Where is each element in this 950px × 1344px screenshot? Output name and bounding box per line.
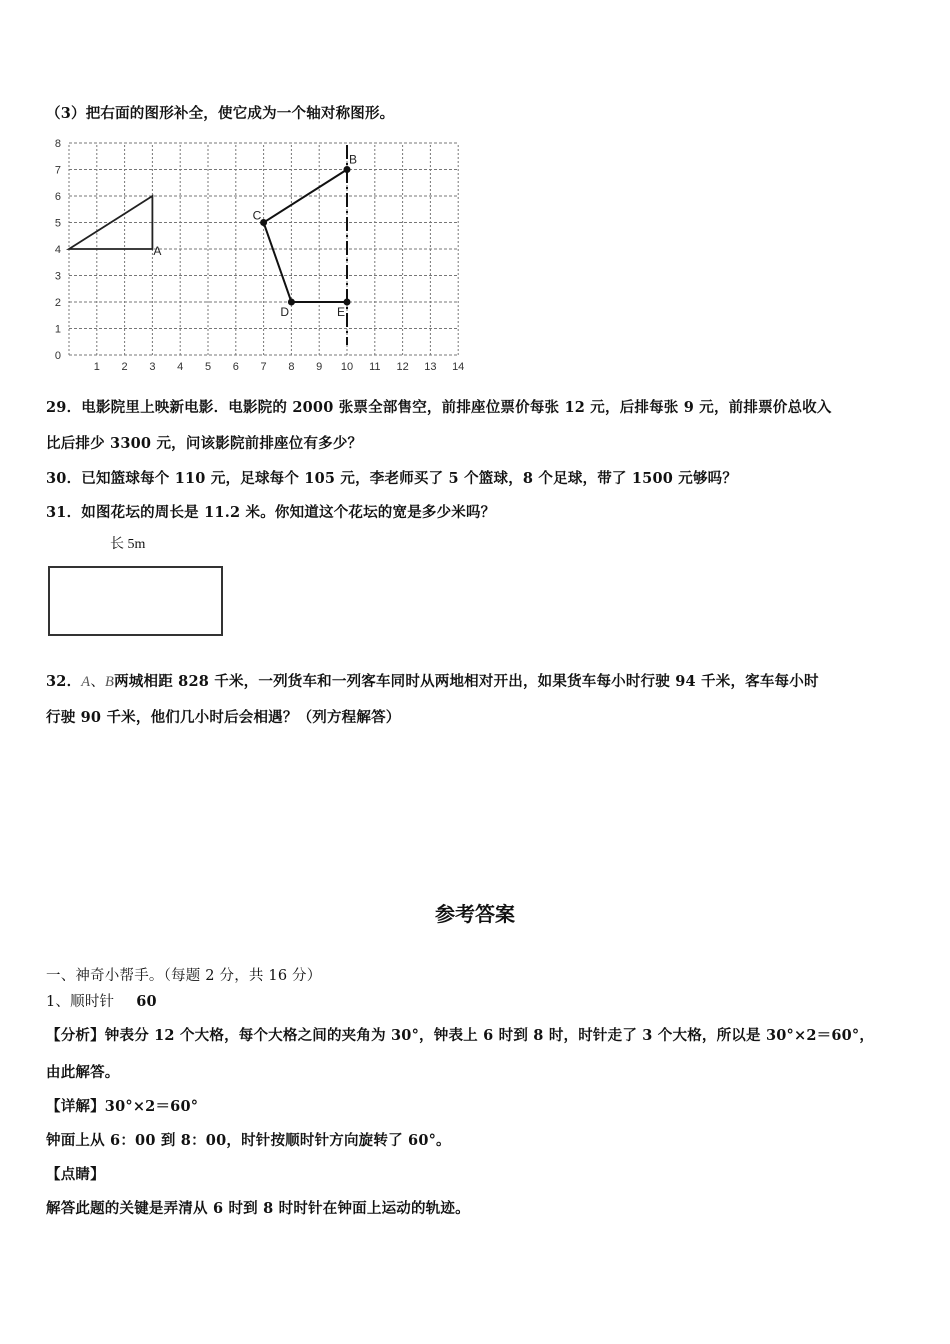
half-figure-polyline (264, 170, 347, 303)
question-29-line2: 比后排少 3300 元，问该影院前排座位有多少？ (46, 435, 363, 452)
y-tick-label: 7 (54, 164, 61, 177)
point-label-c: C (252, 208, 262, 223)
analysis-line2: 由此解答。 (46, 1064, 120, 1081)
question-28-part-3: （3）把右面的图形补全，使它成为一个轴对称图形。 (46, 105, 395, 122)
answers-section-1: 一、神奇小帮手。（每题 2 分，共 16 分） (46, 968, 322, 984)
rectangle-length-label: 长 5m (110, 537, 146, 552)
question-31: 31．如图花坛的周长是 11.2 米。你知道这个花坛的宽是多少米吗？ (46, 504, 496, 521)
x-tick-label: 12 (396, 361, 409, 373)
detail-text: 钟面上从 6：00 到 8：00，时针按顺时针方向旋转了 60°。 (46, 1132, 451, 1149)
x-tick-label: 11 (369, 361, 381, 373)
x-tick-label: 2 (121, 361, 128, 373)
y-tick-label: 2 (54, 297, 61, 309)
question-32-number: 32． (46, 673, 82, 690)
y-tick-label: 0 (54, 350, 61, 362)
detail-label: 【详解】30°×2＝60° (46, 1098, 199, 1115)
comment-label: 【点睛】 (46, 1166, 105, 1183)
answer-item-1-label: 1、顺时针 (46, 994, 115, 1010)
answer-item-1 (46, 990, 157, 1011)
y-tick-label: 8 (54, 138, 61, 150)
x-tick-label: 9 (316, 361, 323, 373)
comment-text: 解答此题的关键是弄清从 6 时到 8 时时针在钟面上运动的轨迹。 (46, 1200, 470, 1217)
answer-item-1-value: 60 (136, 993, 157, 1010)
question-30: 30．已知篮球每个 110 元，足球每个 105 元，李老师买了 5 个篮球，8 个足球，带了 1500 元够吗？ (46, 470, 738, 487)
point-b-label: B (105, 674, 115, 690)
point-a-label: A (81, 674, 91, 690)
flowerbed-rectangle (48, 566, 223, 636)
x-tick-label: 14 (452, 361, 465, 373)
x-tick-label: 10 (340, 361, 354, 373)
question-32-line2: 行驶 90 千米，他们几小时后会相遇？（列方程解答） (46, 709, 401, 726)
question-32-line1 (46, 670, 819, 691)
y-tick-label: 4 (54, 244, 61, 256)
question-29-line1: 29．电影院里上映新电影．电影院的 2000 张票全部售空，前排座位票价每张 12 元，后排每张 9 元，前排票价总收入 (46, 399, 832, 416)
x-tick-label: 4 (177, 361, 184, 373)
question-32-text: 两城相距 828 千米，一列货车和一列客车同时从两地相对开出，如果货车每小时行驶 94 千米，客车每小时 (114, 673, 819, 690)
y-tick-label: 1 (54, 323, 61, 336)
y-tick-label: 6 (54, 191, 61, 203)
point-label-e: E (337, 305, 346, 319)
grid-figure (50, 135, 480, 375)
separator: 、 (90, 674, 106, 690)
y-tick-label: 3 (54, 270, 61, 283)
x-tick-label: 1 (93, 361, 100, 373)
point-label-d: D (280, 305, 290, 319)
x-tick-label: 13 (424, 361, 437, 373)
point-marker (344, 166, 351, 173)
point-label-a: A (153, 244, 162, 258)
x-tick-label: 5 (204, 361, 212, 373)
x-tick-label: 8 (288, 361, 295, 373)
point-label-b: B (349, 152, 358, 167)
x-tick-label: 7 (260, 361, 267, 373)
answers-title: 参考答案 (435, 902, 515, 926)
x-tick-label: 6 (232, 361, 239, 373)
y-tick-label: 5 (54, 217, 61, 230)
analysis-line1: 【分析】钟表分 12 个大格，每个大格之间的夹角为 30°，钟表上 6 时到 8 时，时针走了 3 个大格，所以是 30°×2＝60°， (46, 1027, 875, 1044)
x-tick-label: 3 (149, 361, 156, 373)
